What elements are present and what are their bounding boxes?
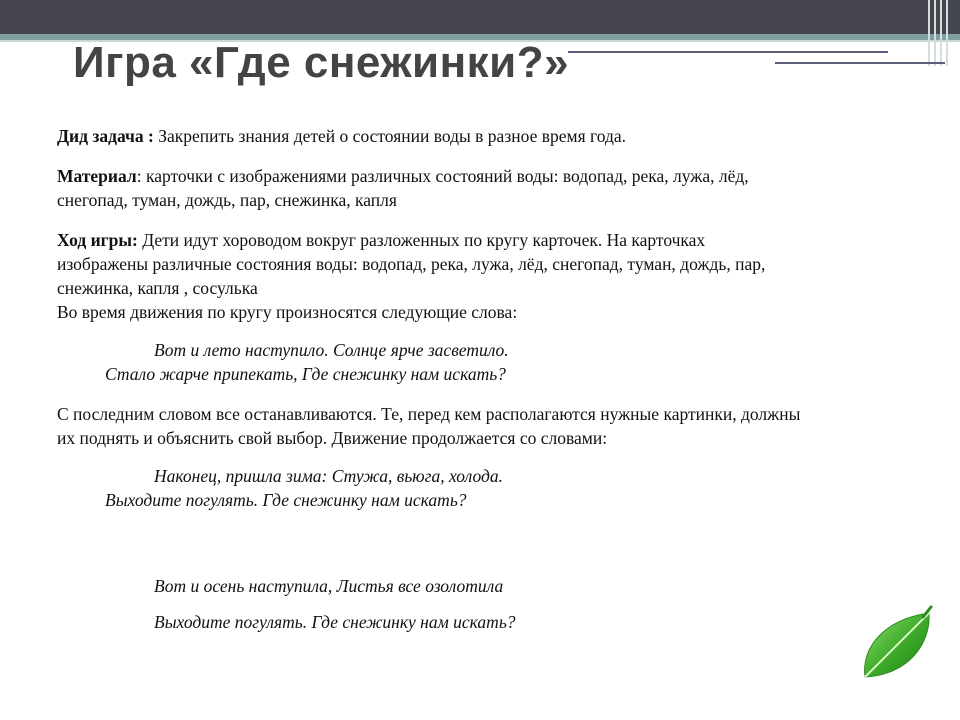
course-text-1: Дети идут хороводом вокруг разложенных по кругу карточек. На карточках [137,230,706,250]
material-text-1: : карточки с изображениями различных состояний воды: водопад, река, лужа, лёд, [136,166,749,186]
verse-1 [57,338,917,386]
task-paragraph [57,124,917,148]
material-label: Материал [57,166,137,186]
verse-3-line-2: Выходите погулять. Где снежинку нам искать? [154,612,516,632]
material-text-2: снегопад, туман, дождь, пар, снежинка, капля [57,190,397,210]
verse-3 [57,574,917,634]
banner-vertical-lines [926,0,954,66]
verse-1-line-1: Вот и лето наступило. Солнце ярче засветило. [154,340,509,360]
slide-title: Игра «Где снежинки?» [73,38,570,87]
course-label: Ход игры: [57,230,138,250]
after-text-1: С последним словом все останавливаются. Те, перед кем располагаются нужные картинки, должны [57,404,801,424]
task-text: Закрепить знания детей о состоянии воды в разное время года. [153,126,627,146]
slide-body [57,124,917,634]
title-underline-2 [775,62,945,64]
verse-2-line-1: Наконец, пришла зима: Стужа, вьюга, холода. [154,466,503,486]
title-underline-1 [568,51,888,53]
material-paragraph [57,164,917,212]
course-text-3: снежинка, капля , сосулька [57,278,258,298]
course-text-2: изображены различные состояния воды: водопад, река, лужа, лёд, снегопад, туман, дождь, пар, [57,254,766,274]
course-paragraph [57,228,917,324]
after-paragraph [57,402,917,450]
verse-2 [57,464,917,512]
verse-2-line-2: Выходите погулять. Где снежинку нам искать? [105,490,467,510]
course-text-4: Во время движения по кругу произносятся следующие слова: [57,302,518,322]
verse-1-line-2: Стало жарче припекать, Где снежинку нам искать? [105,364,506,384]
verse-3-line-1: Вот и осень наступила, Листья все озолотила [154,576,504,596]
task-label: Дид задача : [57,126,154,146]
header-banner [0,0,960,34]
after-text-2: их поднять и объяснить свой выбор. Движение продолжается со словами: [57,428,608,448]
green-leaf-icon [857,605,937,685]
